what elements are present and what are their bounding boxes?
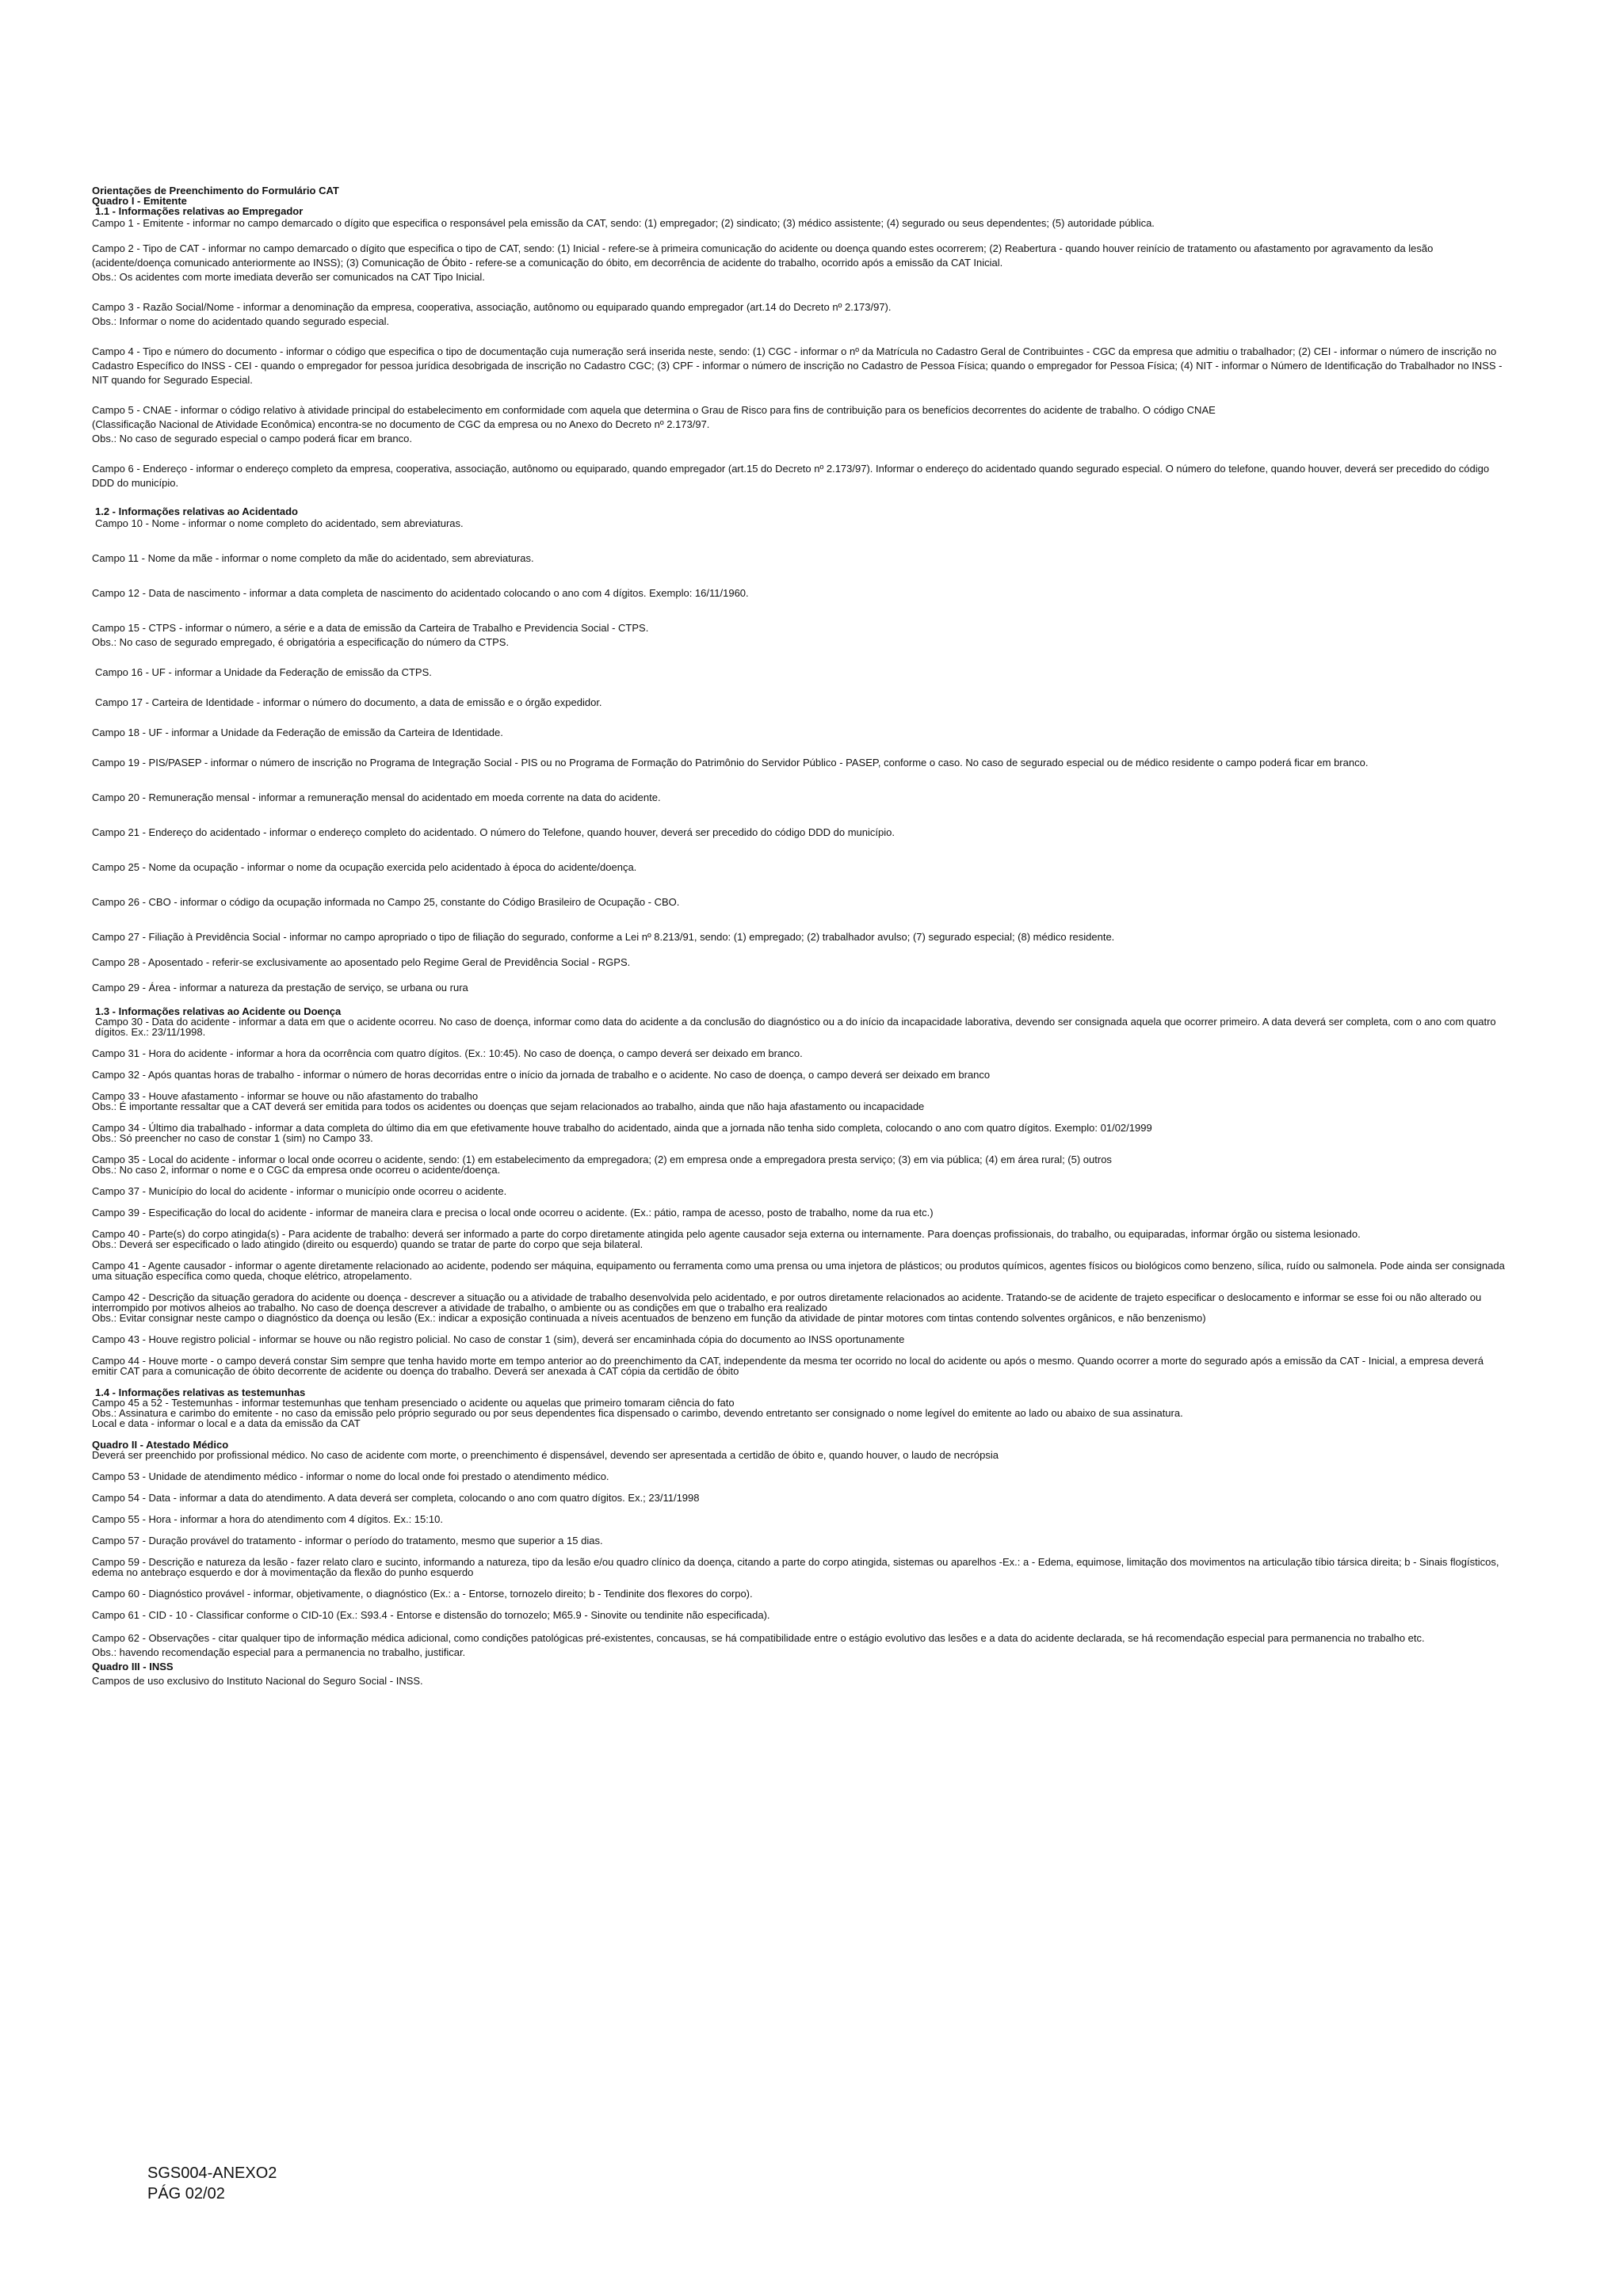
campo-19: Campo 19 - PIS/PASEP - informar o número de inscrição no Programa de Integração Social - PIS ou no Programa de Formação do Patrimônio do Servidor Público - PASEP, conforme o caso. No caso de segurado especial ou de médico residente o campo poderá ficar em branco. [92, 757, 1369, 769]
campo-30: Campo 30 - Data do acidente - informar a data em que o acidente ocorreu. No caso de doença, informar como data do acidente a da conclusão do diagnóstico ou a do início da incapacidade laborativa, devendo ser consignada aquela que ocorrer primeiro. A data deverá ser completa, com o ano com quatro dígitos. Ex.: 23/11/1998. [95, 1016, 1496, 1038]
form-code: SGS004-ANEXO2 [147, 2164, 277, 2182]
quadro2-heading: Quadro II - Atestado Médico [92, 1439, 229, 1451]
campo-28: Campo 28 - Aposentado - referir-se exclusivamente ao aposentado pelo Regime Geral de Previdência Social - RGPS. [92, 956, 631, 968]
section-1-3-heading: 1.3 - Informações relativas ao Acidente ou Doença [95, 1005, 342, 1017]
page-number: PÁG 02/02 [147, 2185, 225, 2203]
quadro1-heading: Quadro I - Emitente [92, 195, 187, 207]
campo-43: Campo 43 - Houve registro policial - informar se houve ou não registro policial. No caso de constar 1 (sim), deverá ser encaminhada cópia do documento ao INSS oportunamente [92, 1333, 905, 1345]
campo-15-obs: Obs.: No caso de segurado empregado, é obrigatória a especificação do número da CTPS. [92, 636, 510, 648]
campo-20: Campo 20 - Remuneração mensal - informar a remuneração mensal do acidentado em moeda corrente na data do acidente. [92, 791, 661, 803]
campo-45-52-obs: Obs.: Assinatura e carimbo do emitente - no caso da emissão pelo próprio segurado ou por seus dependentes fica dispensado o carimbo, devendo entretanto ser consignado o nome legível do emitente ao lado ou abaixo de sua assinatura. [92, 1407, 1183, 1419]
campo-21: Campo 21 - Endereço do acidentado - informar o endereço completo do acidentado. O número do Telefone, quando houver, deverá ser precedido do código DDD do município. [92, 826, 895, 838]
campo-4: Campo 4 - Tipo e número do documento - informar o código que especifica o tipo de documentação cuja numeração será inserida neste, sendo: (1) CGC - informar o nº da Matrícula no Cadastro Geral de Contribuintes - CGC da empresa que admitiu o trabalhador; (2) CEI - informar o número de inscrição no Cadastro Específico do INSS - CEI - quando o empregador for pessoa jurídica desobrigada de inscrição no Cadastro CGC; (3) CPF - informar o número de inscrição no Cadastro de Pessoa Física; quando o empregador for Pessoa Física; (4) NIT - informar o Número de Identificação do Trabalhador no INSS - NIT quando for Segurado Especial. [92, 345, 1503, 386]
campo-39: Campo 39 - Especificação do local do acidente - informar de maneira clara e precisa o local onde ocorreu o acidente. (Ex.: pátio, rampa de acesso, posto de trabalho, nome da rua etc.) [92, 1207, 934, 1219]
campo-61: Campo 61 - CID - 10 - Classificar conforme o CID-10 (Ex.: S93.4 - Entorse e distensão do tornozelo; M65.9 - Sinovite ou tendinite não especificada). [92, 1609, 770, 1621]
campo-15: Campo 15 - CTPS - informar o número, a série e a data de emissão da Carteira de Trabalho e Previdencia Social - CTPS. [92, 622, 649, 634]
campo-5-obs: Obs.: No caso de segurado especial o campo poderá ficar em branco. [92, 433, 412, 444]
campo-10: Campo 10 - Nome - informar o nome completo do acidentado, sem abreviaturas. [95, 517, 464, 529]
campo-40: Campo 40 - Parte(s) do corpo atingida(s) - Para acidente de trabalho: deverá ser informado a parte do corpo diretamente atingida pelo agente causador seja externa ou internamente. Para doenças profissionais, do trabalho, ou equiparadas, informar órgão ou sistema lesionado. [92, 1228, 1361, 1240]
campo-40-obs: Obs.: Deverá ser especificado o lado atingido (direito ou esquerdo) quando se tratar de parte do corpo que seja bilateral. [92, 1238, 643, 1250]
campo-62: Campo 62 - Observações - citar qualquer tipo de informação médica adicional, como condições patológicas pré-existentes, concausas, se há compatibilidade entre o estágio evolutivo das lesões e a data do acidente declarada, se há recomendação especial para permanencia no trabalho etc. [92, 1632, 1425, 1644]
campo-34-obs: Obs.: Só preencher no caso de constar 1 (sim) no Campo 33. [92, 1132, 373, 1144]
quadro3-text: Campos de uso exclusivo do Instituto Nacional do Seguro Social - INSS. [92, 1675, 423, 1687]
section-1-4-heading: 1.4 - Informações relativas as testemunhas [95, 1386, 306, 1398]
campo-26: Campo 26 - CBO - informar o código da ocupação informada no Campo 25, constante do Código Brasileiro de Ocupação - CBO. [92, 896, 680, 908]
campo-53: Campo 53 - Unidade de atendimento médico - informar o nome do local onde foi prestado o atendimento médico. [92, 1470, 609, 1482]
local-e-data: Local e data - informar o local e a data da emissão da CAT [92, 1417, 361, 1429]
campo-59: Campo 59 - Descrição e natureza da lesão - fazer relato claro e sucinto, informando a natureza, tipo da lesão e/ou quadro clínico da doença, citando a parte do corpo atingida, sistemas ou aparelhos -Ex.: a - Edema, equimose, limitação dos movimentos na articulação tíbio társica direita; b - Sinais flogísticos, edema no antebraço esquerdo e dor à movimentação da flexão do punho esquerdo [92, 1556, 1499, 1578]
campo-37: Campo 37 - Município do local do acidente - informar o município onde ocorreu o acidente. [92, 1185, 507, 1197]
campo-42-obs: Obs.: Evitar consignar neste campo o diagnóstico da doença ou lesão (Ex.: indicar a exposição continuada a níveis acentuados de benzeno em função da atividade de pintar motores com tintas contendo solventes orgânicos, e não benzenismo) [92, 1312, 1206, 1324]
campo-54: Campo 54 - Data - informar a data do atendimento. A data deverá ser completa, colocando o ano com quatro dígitos. Ex.; 23/11/1998 [92, 1492, 700, 1504]
campo-44: Campo 44 - Houve morte - o campo deverá constar Sim sempre que tenha havido morte em tempo anterior ao do preenchimento da CAT, independente da mesma ter ocorrido no local do acidente ou após o mesmo. Quando ocorrer a morte do segurado após a emissão da CAT - Inicial, a empresa deverá emitir CAT para a comunicação de óbito decorrente de acidente ou doença do trabalho. Deverá ser anexada à CAT cópia da certidão de óbito [92, 1355, 1484, 1377]
campo-2-obs: Obs.: Os acidentes com morte imediata deverão ser comunicados na CAT Tipo Inicial. [92, 271, 485, 283]
campo-16: Campo 16 - UF - informar a Unidade da Federação de emissão da CTPS. [95, 666, 432, 678]
campo-32: Campo 32 - Após quantas horas de trabalho - informar o número de horas decorridas entre o início da jornada de trabalho e o acidente. No caso de doença, o campo deverá ser deixado em branco [92, 1069, 991, 1081]
campo-62-obs: Obs.: havendo recomendação especial para a permanencia no trabalho, justificar. [92, 1646, 466, 1658]
campo-60: Campo 60 - Diagnóstico provável - informar, objetivamente, o diagnóstico (Ex.: a - Entorse, tornozelo direito; b - Tendinite dos flexores do corpo). [92, 1588, 753, 1600]
campo-42: Campo 42 - Descrição da situação geradora do acidente ou doença - descrever a situação ou a atividade de trabalho desenvolvida pelo acidentado, e por outros diretamente relacionados ao acidente. Tratando-se de acidente de trajeto especificar o deslocamento e informar se esse foi ou não alterado ou interrompido por motivos alheios ao trabalho. No caso de doença descrever a atividade de trabalho, o ambiente ou as condições em que o trabalho era realizado [92, 1291, 1482, 1314]
campo-3: Campo 3 - Razão Social/Nome - informar a denominação da empresa, cooperativa, associação, autônomo ou equiparado quando empregador (art.14 do Decreto nº 2.173/97). [92, 301, 892, 313]
campo-25: Campo 25 - Nome da ocupação - informar o nome da ocupação exercida pelo acidentado à época do acidente/doença. [92, 861, 637, 873]
campo-57: Campo 57 - Duração provável do tratamento - informar o período do tratamento, mesmo que superior a 15 dias. [92, 1535, 603, 1547]
campo-29: Campo 29 - Área - informar a natureza da prestação de serviço, se urbana ou rura [92, 982, 468, 994]
campo-3-obs: Obs.: Informar o nome do acidentado quando segurado especial. [92, 315, 390, 327]
campo-35: Campo 35 - Local do acidente - informar o local onde ocorreu o acidente, sendo: (1) em estabelecimento da empregadora; (2) em empresa onde a empregadora presta serviço; (3) em via pública; (4) em área rural; (5) outros [92, 1154, 1112, 1165]
campo-17: Campo 17 - Carteira de Identidade - informar o número do documento, a data de emissão e o órgão expedidor. [95, 696, 602, 708]
section-1-1-heading: 1.1 - Informações relativas ao Empregador [95, 205, 304, 217]
campo-45-52: Campo 45 a 52 - Testemunhas - informar testemunhas que tenham presenciado o acidente ou aquelas que primeiro tomaram ciência do fato [92, 1397, 735, 1409]
document-title: Orientações de Preenchimento do Formulário CAT [92, 185, 339, 196]
campo-41: Campo 41 - Agente causador - informar o agente diretamente relacionado ao acidente, podendo ser máquina, equipamento ou ferramenta como uma prensa ou uma injetora de plásticos; ou produtos químicos, agentes físicos ou biológicos como benzeno, sílica, ruído ou salmonela. Pode ainda ser consignada uma situação específica como queda, choque elétrico, atropelamento. [92, 1260, 1505, 1282]
quadro3-heading: Quadro III - INSS [92, 1661, 174, 1672]
campo-27: Campo 27 - Filiação à Previdência Social - informar no campo apropriado o tipo de filiação do segurado, conforme a Lei nº 8.213/91, sendo: (1) empregado; (2) trabalhador avulso; (7) segurado especial; (8) médico residente. [92, 931, 1115, 943]
page-footer [147, 2163, 277, 2204]
campo-31: Campo 31 - Hora do acidente - informar a hora da ocorrência com quatro dígitos. (Ex.: 10:45). No caso de doença, o campo deverá ser deixado em branco. [92, 1047, 803, 1059]
campo-11: Campo 11 - Nome da mãe - informar o nome completo da mãe do acidentado, sem abreviaturas. [92, 552, 534, 564]
campo-2: Campo 2 - Tipo de CAT - informar no campo demarcado o dígito que especifica o tipo de CAT, sendo: (1) Inicial - refere-se à primeira comunicação do acidente ou doença quando estes ocorrerem; (2) Reabertura - quando houver reinício de tratamento ou afastamento por agravamento da lesão (acidente/doença comunicado anteriormente ao INSS); (3) Comunicação de Óbito - refere-se a comunicação do óbito, em decorrência de acidente do trabalho, ocorrido após a emissão da CAT Inicial. [92, 242, 1434, 269]
campo-1: Campo 1 - Emitente - informar no campo demarcado o dígito que especifica o responsável pela emissão da CAT, sendo: (1) empregador; (2) sindicato; (3) médico assistente; (4) segurado ou seus dependentes; (5) autoridade pública. [92, 217, 1155, 229]
document-body [92, 185, 1510, 1688]
campo-12: Campo 12 - Data de nascimento - informar a data completa de nascimento do acidentado colocando o ano com 4 dígitos. Exemplo: 16/11/1960. [92, 587, 749, 599]
campo-34: Campo 34 - Último dia trabalhado - informar a data completa do último dia em que efetivamente houve trabalho do acidentado, ainda que a jornada não tenha sido completa, colocando o ano com quatro dígitos. Exemplo: 01/02/1999 [92, 1122, 1152, 1134]
campo-18: Campo 18 - UF - informar a Unidade da Federação de emissão da Carteira de Identidade. [92, 727, 503, 738]
quadro2-intro: Deverá ser preenchido por profissional médico. No caso de acidente com morte, o preenchimento é dispensável, devendo ser apresentada a certidão de óbito e, quando houver, o laudo de necrópsia [92, 1449, 999, 1461]
campo-5: Campo 5 - CNAE - informar o código relativo à atividade principal do estabelecimento em conformidade com aquela que determina o Grau de Risco para fins de contribuição para os benefícios decorrentes do acidente de trabalho. O código CNAE [92, 404, 1216, 416]
campo-35-obs: Obs.: No caso 2, informar o nome e o CGC da empresa onde ocorreu o acidente/doença. [92, 1164, 501, 1176]
campo-6: Campo 6 - Endereço - informar o endereço completo da empresa, cooperativa, associação, autônomo ou equiparado, quando empregador (art.15 do Decreto nº 2.173/97). Informar o endereço do acidentado quando segurado especial. O número do telefone, quando houver, deverá ser precedido do código DDD do município. [92, 463, 1490, 489]
campo-33: Campo 33 - Houve afastamento - informar se houve ou não afastamento do trabalho [92, 1090, 479, 1102]
campo-5-cont: (Classificação Nacional de Atividade Econômica) encontra-se no documento de CGC da empresa ou no Anexo do Decreto nº 2.173/97. [92, 418, 710, 430]
section-1-2-heading: 1.2 - Informações relativas ao Acidentado [95, 505, 298, 517]
campo-55: Campo 55 - Hora - informar a hora do atendimento com 4 dígitos. Ex.: 15:10. [92, 1513, 443, 1525]
campo-33-obs: Obs.: É importante ressaltar que a CAT deverá ser emitida para todos os acidentes ou doenças que sejam relacionados ao trabalho, ainda que não haja afastamento ou incapacidade [92, 1100, 925, 1112]
